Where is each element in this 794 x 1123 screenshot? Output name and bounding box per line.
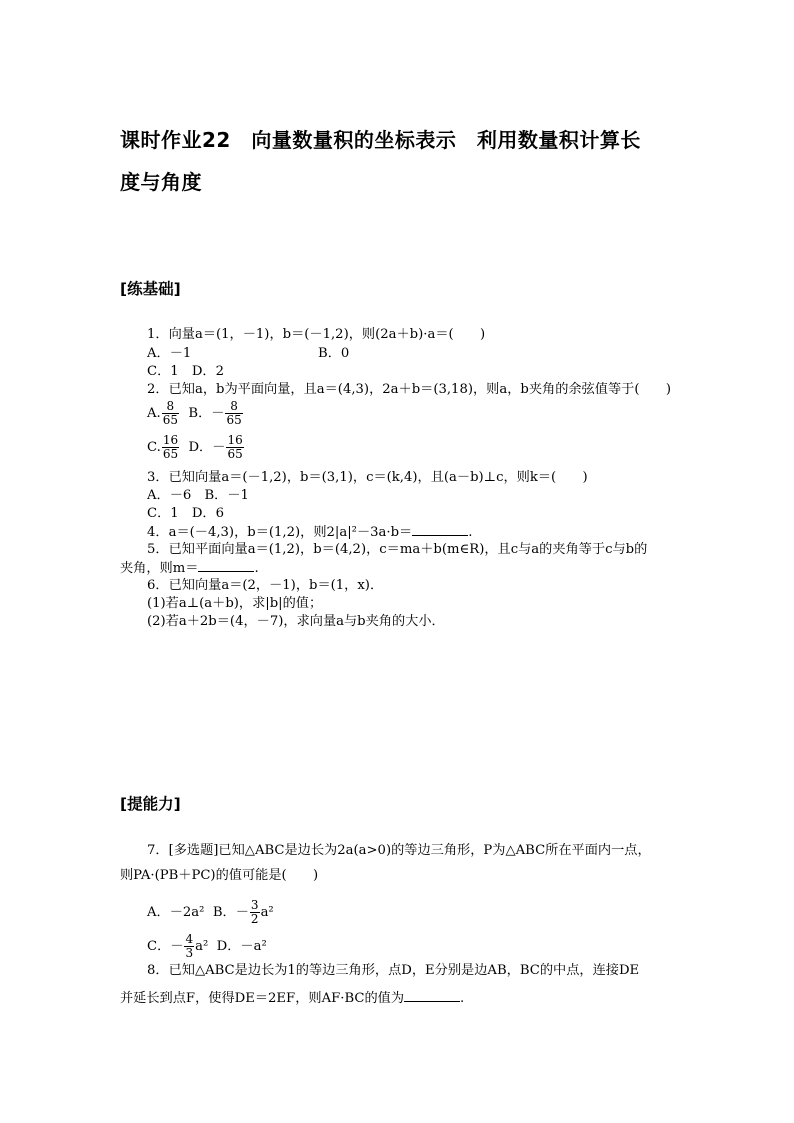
question-6-stem: 6．已知向量a＝(2，－1)，b＝(1，x)． <box>147 578 384 593</box>
question-4: 4．a＝(－4,3)，b＝(1,2)，则2|a|²－3a·b＝ . <box>147 525 473 540</box>
answer-blank <box>404 989 460 1002</box>
fraction-c <box>162 434 179 461</box>
option-c-label: C．－ <box>147 939 184 954</box>
fraction-d <box>226 434 243 461</box>
question-5-line-2: 夹角，则m＝ . <box>120 561 259 576</box>
option-b-tail: a² <box>260 905 274 920</box>
denominator: 65 <box>227 447 243 461</box>
denominator: 3 <box>185 946 194 960</box>
question-1-options-cd: C．1 D．2 <box>147 364 225 379</box>
fraction-c <box>184 933 194 960</box>
question-5-tail: 夹角，则m＝ <box>120 561 199 576</box>
question-4-stem: 4．a＝(－4,3)，b＝(1,2)，则2|a|²－3a·b＝ <box>147 525 413 540</box>
question-1-stem: 1．向量a＝(1，－1)，b＝(－1,2)，则(2a＋b)·a＝( ) <box>147 327 486 342</box>
page-title-continued <box>120 166 202 195</box>
question-5-line-1: 5．已知平面向量a＝(1,2)，b＝(4,2)，c＝ma＋b(m∈R)，且c与a的夹角等于c与b的 <box>147 542 648 557</box>
question-2-options-ab <box>147 400 244 427</box>
page-title <box>120 124 641 153</box>
option-a-label: A. <box>147 406 161 421</box>
section-heading-advanced: [提能力] <box>120 795 181 813</box>
option-d: D．－a² <box>216 939 267 954</box>
answer-blank <box>198 559 254 572</box>
numerator: 4 <box>185 932 194 946</box>
numerator: 3 <box>250 898 259 912</box>
question-8-line-2: 并延长到点F，使得DE＝2EF，则AF·BC的值为 . <box>120 991 465 1006</box>
section-heading-basics: [练基础] <box>120 280 181 298</box>
numerator: 8 <box>225 400 242 414</box>
question-3-options-cd: C．1 D．6 <box>147 506 225 521</box>
denominator: 65 <box>226 413 242 427</box>
question-8-tail: 并延长到点F，使得DE＝2EF，则AF·BC的值为 <box>120 991 405 1006</box>
question-3-stem: 3．已知向量a＝(－1,2)，b＝(3,1)，c＝(k,4)，且(a－b)⊥c，则k＝( ) <box>147 470 588 485</box>
fraction-b <box>225 400 242 427</box>
option-c-tail: a² <box>195 939 209 954</box>
title-line-1: 课时作业22 向量数量积的坐标表示 利用数量积计算长 <box>120 128 641 152</box>
denominator: 2 <box>250 912 259 926</box>
question-8-line-1: 8．已知△ABC是边长为1的等边三角形，点D，E分别是边AB，BC的中点，连接DE <box>147 963 640 978</box>
question-2-options-cd <box>147 434 245 461</box>
numerator: 16 <box>162 433 179 447</box>
fraction-a <box>162 400 179 427</box>
question-6-part-1: (1)若a⊥(a＋b)，求|b|的值； <box>147 596 323 611</box>
denominator: 65 <box>162 413 178 427</box>
question-1-option-b: B．0 <box>318 346 350 361</box>
question-7-options-ab <box>147 899 274 926</box>
option-d-label: D．－ <box>188 440 226 455</box>
question-6-part-2: (2)若a＋2b＝(4，－7)，求向量a与b夹角的大小． <box>147 614 445 629</box>
numerator: 16 <box>227 433 243 447</box>
answer-blank <box>412 523 468 536</box>
option-b-label: B．－ <box>212 905 249 920</box>
option-a: A．－2a² <box>147 905 205 920</box>
title-line-2: 度与角度 <box>120 170 202 194</box>
fraction-b <box>250 899 260 926</box>
option-c-label: C. <box>147 440 161 455</box>
question-7-line-1: 7．[多选题]已知△ABC是边长为2a(a>0)的等边三角形，P为△ABC所在平面内一点， <box>147 843 651 858</box>
question-7-options-cd <box>147 933 267 960</box>
denominator: 65 <box>162 447 179 461</box>
question-7-line-2: 则PA·(PB＋PC)的值可能是( ) <box>120 868 319 883</box>
question-3-options-ab: A．－6 B．－1 <box>147 488 249 503</box>
numerator: 8 <box>162 400 179 414</box>
question-1-option-a: A．－1 <box>147 346 192 361</box>
option-b-label: B．－ <box>188 406 225 421</box>
question-2-stem: 2．已知a，b为平面向量，且a＝(4,3)，2a＋b＝(3,18)，则a，b夹角的余弦值等于( ) <box>147 382 672 397</box>
